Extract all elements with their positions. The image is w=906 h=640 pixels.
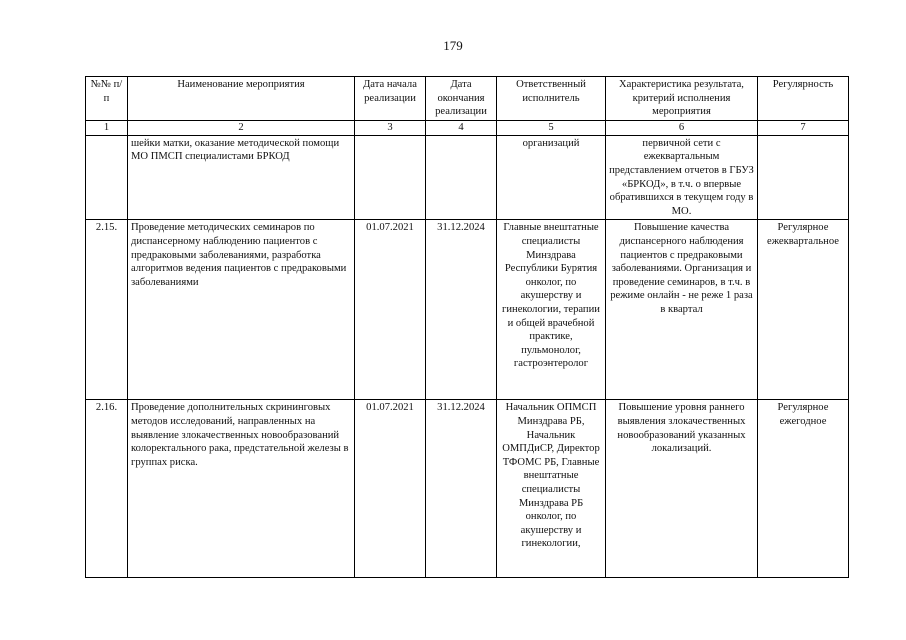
table-row	[86, 135, 849, 220]
column-number-row	[86, 120, 849, 135]
row-result: первичной сети с ежеквартальным представлением отчетов в ГБУЗ «БРКОД», в т.ч. о впервые обратившихся в текущем году в МО.	[606, 135, 758, 220]
header-regularity: Регулярность	[758, 77, 849, 121]
row-result: Повышение уровня раннего выявления злокачественных новообразований указанных локализаций.	[606, 400, 758, 578]
activities-table	[85, 76, 849, 578]
row-end: 31.12.2024	[426, 400, 497, 578]
row-regularity	[758, 135, 849, 220]
row-name: Проведение дополнительных скрининговых методов исследований, направленных на выявление злокачественных новообразований колоректального рака, предстательной железы в группах риска.	[128, 400, 355, 578]
table-row	[86, 220, 849, 400]
column-number: 1	[86, 120, 128, 135]
column-number: 5	[497, 120, 606, 135]
column-number: 2	[128, 120, 355, 135]
row-responsible: организаций	[497, 135, 606, 220]
header-num: №№ п/п	[86, 77, 128, 121]
table-header-row	[86, 77, 849, 121]
column-number: 7	[758, 120, 849, 135]
row-end	[426, 135, 497, 220]
row-start	[355, 135, 426, 220]
column-number: 6	[606, 120, 758, 135]
row-regularity: Регулярное ежегодное	[758, 400, 849, 578]
header-result: Характеристика результата, критерий исполнения мероприятия	[606, 77, 758, 121]
page-number: 179	[443, 38, 463, 53]
row-start: 01.07.2021	[355, 400, 426, 578]
column-number: 4	[426, 120, 497, 135]
row-result: Повышение качества диспансерного наблюдения пациентов с предраковыми заболеваниями. Организация и проведение семинаров, в т.ч. в режиме онлайн - не реже 1 раза в квартал	[606, 220, 758, 400]
row-regularity: Регулярное ежеквартальное	[758, 220, 849, 400]
header-responsible: Ответственный исполнитель	[497, 77, 606, 121]
header-end: Дата окончания реализации	[426, 77, 497, 121]
row-end: 31.12.2024	[426, 220, 497, 400]
row-start: 01.07.2021	[355, 220, 426, 400]
column-number: 3	[355, 120, 426, 135]
header-start: Дата начала реализации	[355, 77, 426, 121]
row-name: Проведение методических семинаров по диспансерному наблюдению пациентов с предраковыми заболеваниями, разработка алгоритмов ведения пациентов с предраковыми заболеваниями	[128, 220, 355, 400]
row-num	[86, 135, 128, 220]
row-responsible: Главные внештатные специалисты Минздрава Республики Бурятия онколог, по акушерству и гинекологии, терапии и общей врачебной практике, пульмонолог, гастроэнтеролог	[497, 220, 606, 400]
row-num: 2.16.	[86, 400, 128, 578]
row-num: 2.15.	[86, 220, 128, 400]
table-row	[86, 400, 849, 578]
row-responsible: Начальник ОПМСП Минздрава РБ, Начальник ОМПДиСР, Директор ТФОМС РБ, Главные внештатные специалисты Минздрава РБ онколог, по акушерству и гинекологии,	[497, 400, 606, 578]
header-name: Наименование мероприятия	[128, 77, 355, 121]
row-name: шейки матки, оказание методической помощи МО ПМСП специалистами БРКОД	[128, 135, 355, 220]
